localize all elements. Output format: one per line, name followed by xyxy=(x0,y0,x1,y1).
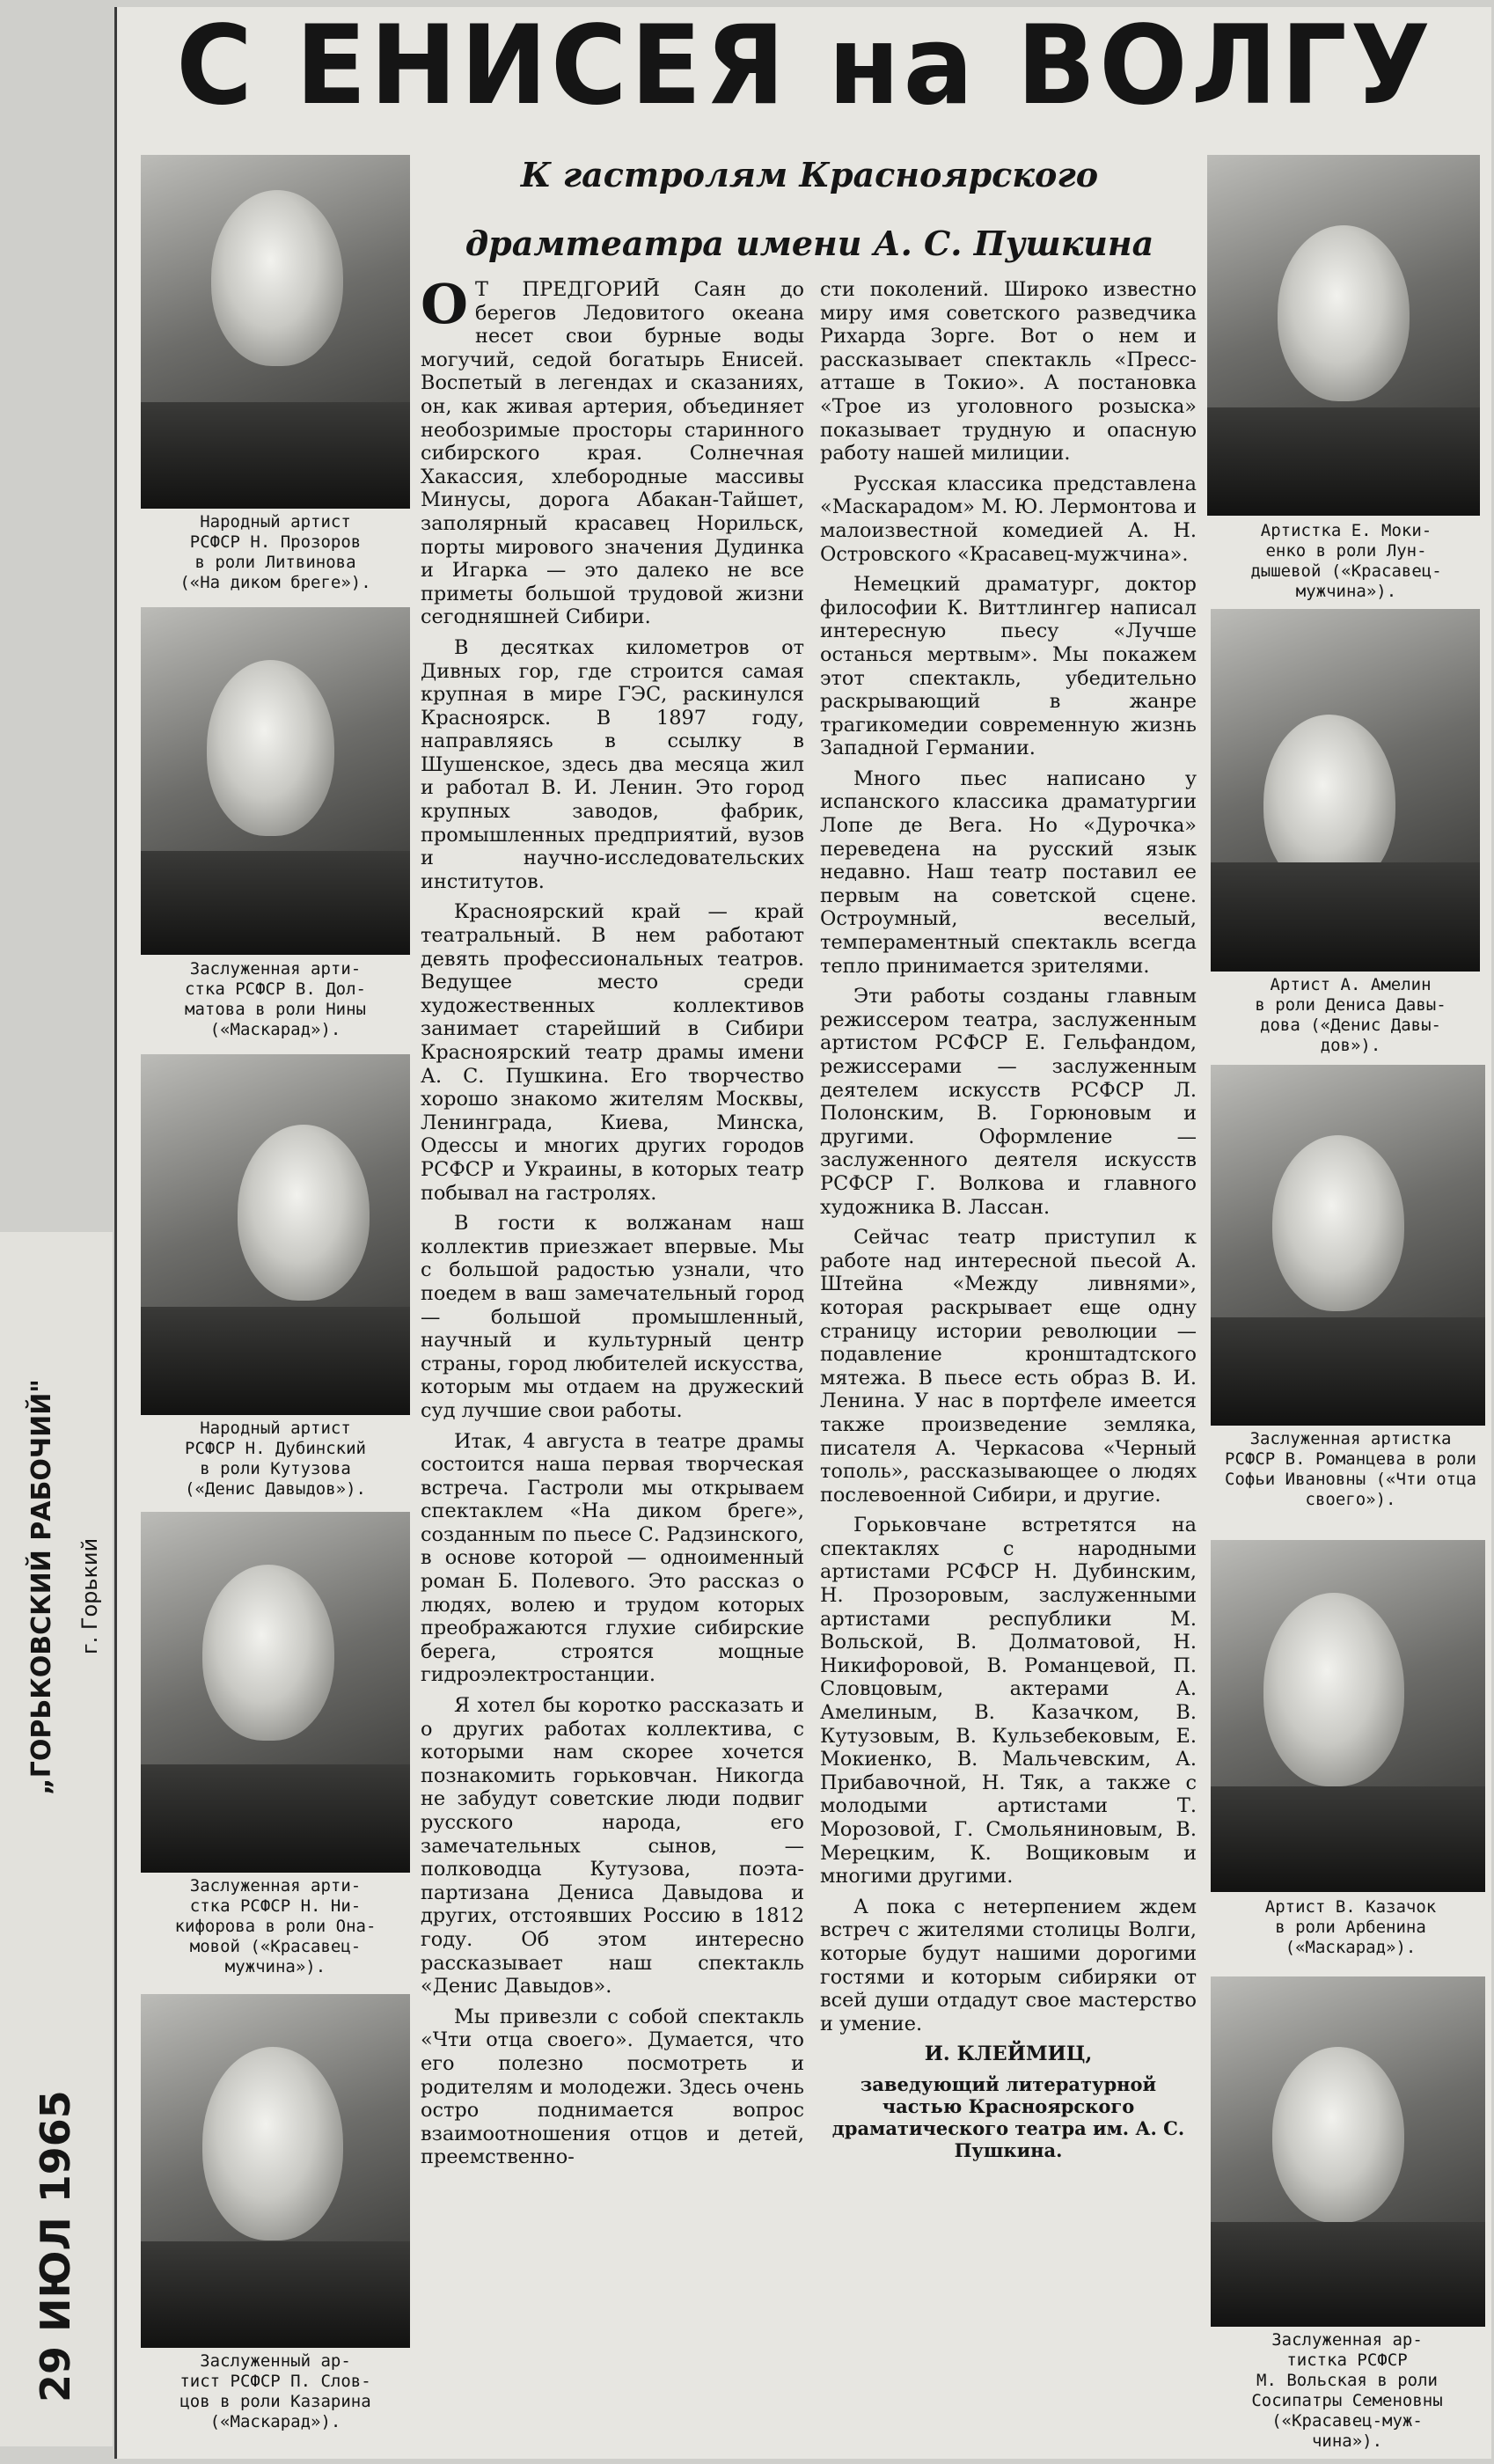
photo-romantseva xyxy=(1211,1065,1485,1426)
caption-mokienko: Артистка Е. Моки- енко в роли Лун- дышевой («Красавец- мужчина»). xyxy=(1250,521,1442,601)
article-paragraph: Красноярский край — край театральный. В нем работают девять профессиональных театров. Ведущее место среди художественных коллективов занимает старейший в Сибири Красноярский театр драмы имени А. С. Пушкина. Его творчество хорошо знакомо жителям Москвы, Ленинграда, Киева, Минска, Одессы и многих других городов РСФСР и Украины, в которых театр побывал на гастролях. xyxy=(421,900,804,1205)
photo-prozorov xyxy=(141,155,410,509)
caption-prozorov: Народный артист РСФСР Н. Прозоров в роли Литвинова («На диком бреге»). xyxy=(179,512,371,592)
article-paragraph: В гости к волжанам наш коллектив приезжает впервые. Мы с большой радостью узнали, что поедем в ваш замечательный город — большой промышленный, научный и культурный центр страны, город любителей искусства, которым мы отдаем на дружеский суд лучшие свои работы. xyxy=(421,1212,804,1422)
caption-romantseva: Заслуженная артистка РСФСР В. Романцева в роли Софьи Ивановны («Чти отца своего»). xyxy=(1225,1429,1476,1509)
article-paragraph: Немецкий драматург, доктор философии К. Виттлингер написал интересную пьесу «Лучше останься мертвым». Мы покажем этот спектакль, убедительно раскрывающий в жанре трагикомедии современную жизнь Западной Германии. xyxy=(820,573,1197,760)
caption-kazachok: Артист В. Казачок в роли Арбенина («Маскарад»). xyxy=(1264,1897,1437,1957)
photo-slovtsov xyxy=(141,1994,410,2348)
article-paragraph: сти поколений. Широко известно миру имя советского разведчика Рихарда Зорге. Вот о нем и рассказывает спектакль «Пресс-атташе в Токио». А постановка «Трое из уголовного розыска» показывает трудную и опасную работу нашей милиции. xyxy=(820,278,1197,466)
drop-cap: О xyxy=(421,278,469,336)
article-paragraph: Итак, 4 августа в театре драмы состоится наша первая творческая встреча. Гастроли мы открываем спектаклем «На диком бреге», созданным по пьесе С. Радзинского, в основе которой — одноименный роман Б. Полевого. Это рассказ о людях, волею и трудом которых преображаются глухие сибирские берега, строятся мощные гидроэлектростанции. xyxy=(421,1429,804,1687)
subheading: К гастролям Красноярского драмтеатра имени А. С. Пушкина xyxy=(465,155,1154,263)
article-paragraph: Мы привезли с собой спектакль «Чти отца своего». Думается, что его полезно посмотреть и родителям и молодежи. Здесь очень остро поднимается вопрос взаимоотношения отцов и детей, преемственно- xyxy=(421,2005,804,2169)
photo-nikiforova xyxy=(141,1512,410,1873)
article-column-1 xyxy=(421,278,804,2460)
caption-volskaya: Заслуженная ар- тистка РСФСР М. Вольская в роли Сосипатры Семеновны («Красавец-муж- чина»). xyxy=(1251,2330,1443,2451)
caption-nikiforova: Заслуженная арти- стка РСФСР Н. Ни- кифорова в роли Она- мовой («Красавец- мужчина»). xyxy=(174,1876,377,1976)
archive-stamp xyxy=(0,1232,113,2446)
article-paragraph: А пока с нетерпением ждем встреч с жителями столицы Волги, которые будут нашими дорогими гостями и которым сибиряки от всей души отдадут свое мастерство и умение. xyxy=(820,1895,1197,2035)
signature-name: И. КЛЕЙМИЦ, xyxy=(924,2042,1093,2066)
article-paragraph: В десятках километров от Дивных гор, где строится самая крупная в мире ГЭС, раскинулся Красноярск. В 1897 году, направляясь в ссылку в Шушенское, здесь два месяца жил и работал В. И. Ленин. Это город крупных заводов, фабрик, промышленных предприятий, вузов и научно-исследовательских институтов. xyxy=(421,635,804,893)
signature-title: заведующий литературной частью Красноярского драматического театра им. А. С. Пушкина. xyxy=(831,2072,1185,2161)
stamp-newspaper: „ГОРЬКОВСКИЙ РАБОЧИЙ" xyxy=(26,1379,57,1795)
article-paragraph: Эти работы созданы главным режиссером театра, заслуженным артистом РСФСР Е. Гельфандом, режиссерами — заслуженным деятелем искусств РСФСР Л. Полонским, В. Горюновым и другими. Оформление — заслуженного деятеля искусств РСФСР Г. Волкова и главного художника В. Лассан. xyxy=(820,985,1197,1219)
article-paragraph: Русская классика представлена «Маскарадом» М. Ю. Лермонтова и малоизвестной комедией А. Н. Островского «Красавец-мужчина». xyxy=(820,472,1197,566)
caption-slovtsov: Заслуженный ар- тист РСФСР П. Слов- цов в роли Казарина («Маскарад»). xyxy=(179,2351,371,2431)
photo-dolmatova xyxy=(141,607,410,955)
caption-dubinsky: Народный артист РСФСР Н. Дубинский в роли Кутузова («Денис Давыдов»). xyxy=(185,1419,366,1499)
article-paragraph: О Т ПРЕДГОРИЙ Саян до берегов Ледовитого океана несет свои бурные воды могучий, седой богатырь Енисей. Воспетый в легендах и сказаниях, он, как живая артерия, объединяет необозримые просторы старинного сибирского края. Солнечная Хакассия, хлебородные массивы Минусы, дорога Абакан-Тайшет, заполярный красавец Норильск, порты мирового значения Дудинка и Игарка — это далеко не все приметы большой трудовой жизни сегодняшней Сибири. xyxy=(421,278,804,629)
photo-amelin xyxy=(1211,609,1480,972)
article-paragraph: Я хотел бы коротко рассказать и о других работах коллектива, с которыми нам скорее хочется познакомить горьковчан. Никогда не забудут советские люди подвиг русского народа, его замечательных сынов, — полководца Кутузова, поэта-партизана Дениса Давыдова и других, отстоявших Россию в 1812 году. Об этом интересно рассказывает наш спектакль «Денис Давыдов». xyxy=(421,1694,804,1998)
headline: С ЕНИСЕЯ на ВОЛГУ xyxy=(176,1,1434,129)
photo-mokienko xyxy=(1207,155,1480,516)
photo-kazachok xyxy=(1211,1540,1485,1892)
stamp-city: г. Горький xyxy=(77,1537,102,1654)
caption-amelin: Артист А. Амелин в роли Дениса Давы- дова («Денис Давы- дов»). xyxy=(1255,975,1446,1055)
photo-volskaya xyxy=(1211,1976,1485,2327)
photo-dubinsky xyxy=(141,1054,410,1415)
article-paragraph: Сейчас театр приступил к работе над интересной пьесой А. Штейна «Между ливнями», которая раскрывает еще одну страницу истории революции — подавление кронштадтского мятежа. В пьесе есть образ В. И. Ленина. У нас в портфеле имеется также произведение земляка, писателя А. Черкасова «Черный тополь», рассказывающее о людях послевоенной Сибири, и другие. xyxy=(820,1226,1197,1507)
article-paragraph: Горьковчане встретятся на спектаклях с народными артистами РСФСР Н. Дубинским, Н. Прозоровым, заслуженными артистами республики М. Вольской, В. Долматовой, Н. Никифоровой, В. Романцевой, П. Словцовым, актерами А. Амелиным, В. Казачком, В. Кутузовым, В. Кульзебековым, Е. Мокиенко, В. Мальчевским, А. Прибавочной, Н. Тяк, а также с молодыми артистами Т. Морозовой, Г. Смольяниновым, В. Мерецким, К. Вощиковым и многими другими. xyxy=(820,1514,1197,1888)
article-paragraph: Много пьес написано у испанского классика драматургии Лопе де Вега. Но «Дурочка» переведена на русский язык недавно. Наш театр поставил ее первым на советской сцене. Остроумный, веселый, темпераментный спектакль всегда тепло принимается зрителями. xyxy=(820,766,1197,978)
caption-dolmatova: Заслуженная арти- стка РСФСР В. Дол- матова в роли Нины («Маскарад»). xyxy=(185,959,366,1039)
article-column-2 xyxy=(820,278,1197,2460)
stamp-date: 29 ИЮЛ 1965 xyxy=(32,2090,79,2402)
